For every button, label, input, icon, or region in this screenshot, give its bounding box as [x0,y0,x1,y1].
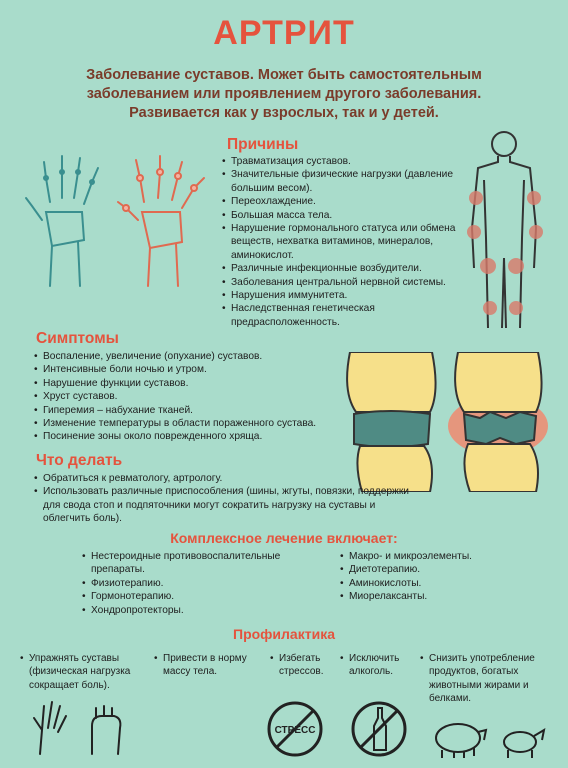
list-item: • Аминокислоты. [340,577,530,590]
list-item: • Посинение зоны около поврежденного хряща. [34,430,344,443]
body-silhouette-icon [458,128,550,340]
arthritic-joint-icon [448,352,548,492]
stress-sign-icon [266,700,324,758]
prevention-item-2 [154,652,258,679]
list-item: • Переохлаждение. [222,195,462,208]
list-item: • Макро- и микроэлементы. [340,550,530,563]
list-item: • Воспаление, увеличение (опухание) суставов. [34,350,344,363]
list-item: • Обратиться к ревматологу, артрологу. [34,472,414,485]
list-item: • Гормонотерапию. [82,590,282,603]
list-item: • Снизить употребление продуктов, богатых животными жирами и белками. [420,652,552,706]
list-item: • Наследственная генетическая предрасположенность. [222,302,462,329]
arthritic-hand-icon [118,156,204,286]
list-item: • Физиотерапию. [82,577,282,590]
subtitle [20,66,548,123]
hand-bones-illustration [22,150,222,290]
whattodo-heading: Что делать [36,452,123,469]
prevention-item-4 [340,652,412,679]
list-item: • Избегать стрессов. [270,652,334,679]
list-item: • Нарушение функции суставов. [34,377,344,390]
exercise-hands-icon [30,696,130,758]
list-item: • Значительные физические нагрузки (давление большим весом). [222,168,462,195]
treatment-heading: Комплексное лечение включает: [170,530,398,546]
stress-label: СТРЕСС [274,725,316,736]
subtitle-line: заболеванием или проявлением другого заболевания. [86,86,482,102]
prevention-item-1 [20,652,148,692]
list-item: • Большая масса тела. [222,209,462,222]
subtitle-line: Заболевание суставов. Может быть самостоятельным [86,67,482,83]
healthy-hand-icon [26,156,98,286]
no-alcohol-icon [350,700,408,758]
list-item: • Нарушения иммунитета. [222,289,462,302]
list-item: • Диетотерапию. [340,563,530,576]
list-item: • Нестероидные противовоспалительные препараты. [82,550,282,577]
prevention-heading: Профилактика [233,626,335,642]
causes-heading: Причины [227,136,299,153]
symptoms-heading: Симптомы [36,330,119,347]
list-item: • Изменение температуры в области пораженного сустава. [34,417,344,430]
healthy-joint-icon [347,352,435,492]
page-title: АРТРИТ [213,14,355,52]
list-item: • Травматизация суставов. [222,155,462,168]
whattodo-list [34,472,414,526]
list-item: • Заболевания центральной нервной системы. [222,276,462,289]
list-item: • Хруст суставов. [34,390,344,403]
treatment-left-list [82,550,282,617]
list-item: • Интенсивные боли ночью и утром. [34,363,344,376]
animals-icon [428,712,552,762]
prevention-item-5 [420,652,552,706]
treatment-right-list [340,550,530,604]
list-item: • Миорелаксанты. [340,590,530,603]
list-item: • Использовать различные приспособления (шины, жгуты, повязки, поддержки для свода стоп и подпяточники могут сократить нагрузку на суставы и облегчить боль). [34,485,414,525]
prevention-item-3 [270,652,334,679]
list-item: • Нарушение гормонального статуса или обмена веществ, нехватка витаминов, минералов, аминокислот. [222,222,462,262]
symptoms-list [34,350,344,444]
knee-joints-illustration [340,352,550,492]
list-item: • Упражнять суставы (физическая нагрузка сокращает боль). [20,652,148,692]
list-item: • Исключить алкоголь. [340,652,412,679]
list-item: • Гиперемия – набухание тканей. [34,404,344,417]
list-item: • Хондропротекторы. [82,604,282,617]
causes-list [222,155,462,329]
subtitle-line: Развивается как у взрослых, так и у детей. [129,105,439,121]
list-item: • Привести в норму массу тела. [154,652,258,679]
list-item: • Различные инфекционные возбудители. [222,262,462,275]
